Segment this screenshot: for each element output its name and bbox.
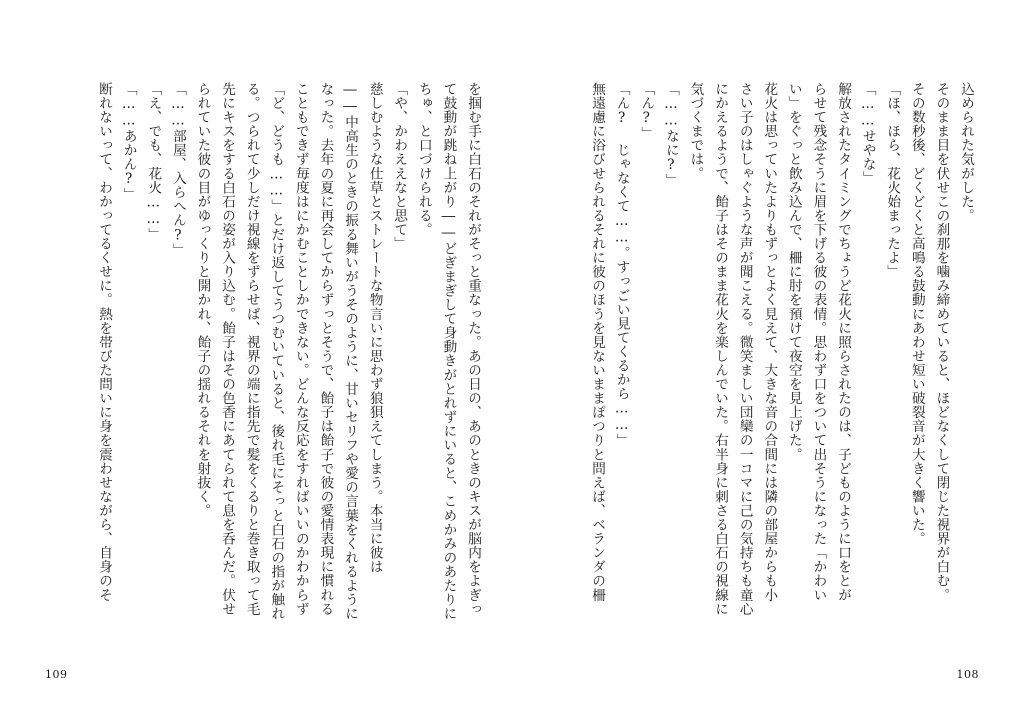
left-page-body-text xyxy=(20,82,485,657)
text-line: 無遠慮に浴びせられるそれに彼のほうを見ないままぽつりと問えば、ベランダの柵 xyxy=(589,82,606,602)
text-line: を掴む手に白石のそれがそっと重なった。あの日の、あのときのキスが脳内をよぎっ xyxy=(465,82,481,616)
text-line: らせて残念そうに眉を下げる彼の表情。思わず口をついて出そうになった「かわい xyxy=(810,82,827,602)
text-line: 「え、でも、花火……」 xyxy=(145,82,162,242)
text-line: 「……なに?」 xyxy=(662,82,679,188)
text-line: 気づくまでは。 xyxy=(687,82,704,181)
text-line: 「ほ、ほら、花火始まったよ」 xyxy=(884,82,901,279)
text-line: 「……あかん?」 xyxy=(120,82,137,202)
text-line: 花火は思っていたよりもずっとよく見えて、大きな音の合間には隣の部屋からも小 xyxy=(761,82,778,602)
text-line: 「ん? じゃなくて……。すっごい見てくるから……」 xyxy=(613,82,630,448)
text-line: 慈しむような仕草とストレートな物言いに思わず狼狽えてしまう。本当に彼は xyxy=(366,82,383,574)
right-page xyxy=(512,0,1024,722)
text-line: られていた彼の目がゆっくりと開かれ、飴子の揺れるそれを射抜く。 xyxy=(194,82,211,518)
text-line: 解放されたタイミングでちょうど花火に照らされたのは、子どものように口をとが xyxy=(835,82,852,602)
text-line: こともできず毎度はにかむことしかできない。どんな反応をすればいいのかわからず xyxy=(292,82,309,616)
text-line: にかえるようで、飴子はそのまま花火を楽しんでいた。右半身に刺さる白石の視線に xyxy=(712,82,729,616)
page-number-right: 108 xyxy=(956,668,979,681)
text-line: 込められた気がした。 xyxy=(958,82,974,223)
text-line: 「ん?」 xyxy=(638,82,655,141)
text-line: 断れないって、わかってるくせに。熱を帯びた問いに身を震わせながら、自身のそ xyxy=(96,82,113,602)
text-line: ちゅ、と口づけられる。 xyxy=(415,82,432,237)
page-number-left: 109 xyxy=(45,668,68,681)
text-line: て鼓動が跳ね上がり――どぎまぎして身動きがとれずにいると、こめかみのあたりに xyxy=(440,82,457,621)
text-line: その数秒後、どくどくと高鳴る鼓動にあわせ短い破裂音が大きく響いた。 xyxy=(908,82,925,546)
text-line: 「や、かわええなと思て」 xyxy=(391,82,408,251)
text-line: そのまま目を伏せこの刹那を噛み締めていると、ほどなくして閉じた視界が白む。 xyxy=(933,82,950,602)
text-line: 「……せやな」 xyxy=(859,82,876,186)
text-line: ――中高生のときの振る舞いがうそのように、甘いセリフや愛の言葉をくれるように xyxy=(342,82,359,621)
text-line: さい子のはしゃぐような声が聞こえる。微笑ましい団欒の一コマに己の気持ちも童心 xyxy=(736,82,753,616)
text-line: 「ど、どうも……」とだけ返してうつむいていると、後れ毛にそっと白石の指が触れ xyxy=(268,82,285,621)
text-line: なった。去年の夏に再会してからずっとそうで、飴子は飴子で彼の愛情表現に慣れる xyxy=(317,82,334,616)
right-page-body-text xyxy=(558,82,978,657)
text-line: 先にキスをする白石の姿が入り込む。飴子はその色香にあてられて息を呑んだ。伏せ xyxy=(219,82,236,616)
text-line: 「……部屋、入らへん?」 xyxy=(169,82,186,258)
text-line: る。つられて少しだけ視線をずらせば、視界の端に指先で髪をくるりと巻き取って毛 xyxy=(243,82,260,616)
text-line: い」をぐっと飲み込んで、柵に肘を預けて夜空を見上げた。 xyxy=(785,82,802,462)
